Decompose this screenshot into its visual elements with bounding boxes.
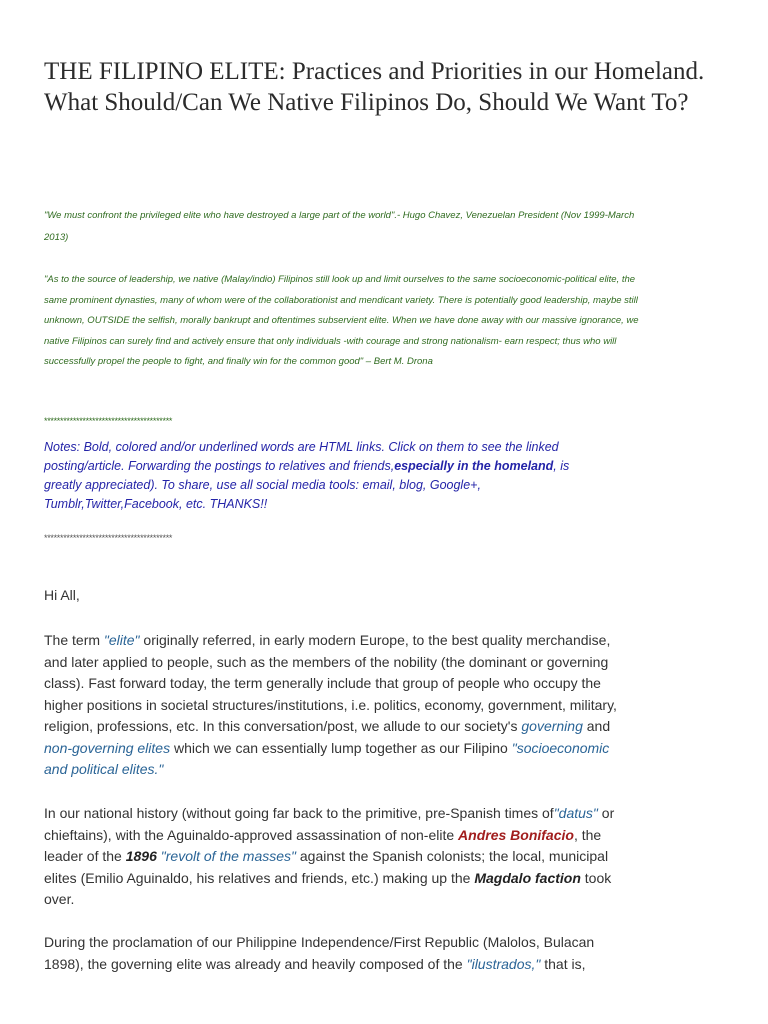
- text: During the proclamation of our Philippine Independence/First Republic (Malolos, Bulacan 1898), the governing elite was already and heavily composed of the: [44, 934, 595, 972]
- notes-text-end: , is greatly appreciated). To share, use all social media tools: email, blog, Google+, Tumblr,Twitter,Facebook, etc. THANKS!!: [44, 459, 570, 511]
- text: that is,: [540, 955, 586, 972]
- text: In our national history (without going far back to the primitive, pre-Spanish times of: [44, 805, 554, 821]
- page-title: THE FILIPINO ELITE: Practices and Priorities in our Homeland. What Should/Can We Native Filipinos Do, Should We Want To?: [44, 58, 705, 116]
- link-governing[interactable]: governing: [521, 718, 583, 734]
- notes-bold-text: especially in the homeland: [394, 459, 554, 473]
- chavez-quote: [44, 205, 644, 249]
- notes-block: [44, 438, 604, 514]
- paragraph-history: [44, 803, 634, 911]
- link-elite[interactable]: "elite": [103, 632, 140, 648]
- link-andres-bonifacio[interactable]: Andres Bonifacio: [458, 826, 574, 843]
- paragraph-proclamation: [44, 932, 634, 975]
- separator-top: ****************************************: [44, 416, 173, 426]
- link-non-governing-elites[interactable]: non-governing elites: [44, 739, 171, 756]
- text: took over.: [44, 869, 612, 907]
- link-socioeconomic-political-elites[interactable]: "socioeconomic and political elites.": [44, 739, 610, 777]
- quote-text: "We must confront the privileged elite who have destroyed a large part of the world".- Hugo Chavez,: [44, 210, 466, 221]
- text: or chieftains), with the Aguinaldo-approved assassination of non-elite: [44, 805, 615, 843]
- drona-quote: "As to the source of leadership, we native (Malay/indio) Filipinos still look up and limit ourselves to the same socioeconomic-political elite, the same prominent dynasties, many of whom were of the collaborationist and mendicant variety. There is potentially good leadership, maybe still unknown, OUTSIDE the selfish, morally bankrupt and oftentimes subservient elite. When we have done away with our massive ignorance, we native Filipinos can surely find and actively ensure that only individuals -with courage and strong nationalism- earn respect; thus who will successfully propel the people to fight, and finally win for the common good" – Bert M. Drona: [44, 274, 639, 367]
- link-ilustrados[interactable]: "ilustrados,": [466, 955, 541, 972]
- magdalo-faction: Magdalo faction: [474, 869, 581, 886]
- text: , the leader of the: [44, 826, 602, 864]
- notes-text: Notes: Bold, colored and/or underlined words are HTML links. Click on them to see the linked posting/article. Forwarding the postings to relatives and friends,: [44, 440, 559, 473]
- link-revolt-of-the-masses[interactable]: "revolt of the masses": [160, 848, 296, 864]
- separator-bottom: ****************************************: [44, 533, 173, 543]
- link-datus[interactable]: "datus": [553, 805, 598, 821]
- year-1896: 1896: [125, 848, 157, 864]
- greeting: Hi All,: [44, 587, 80, 603]
- paragraph-elite-definition: [44, 630, 634, 781]
- text: The term: [44, 632, 104, 648]
- text: originally referred, in early modern Europe, to the best quality merchandise, and later applied to people, such as the members of the nobility (the dominant or governing class). Fast forward today, the term generally include that group of people who occupy the higher positions in societal structures/institutions, i.e. politics, economy, government, military, religion, professions, etc. In this conversation/post, we allude to our society's: [44, 632, 617, 734]
- text: which we can essentially lump together as our Filipino: [170, 739, 512, 756]
- text: against the Spanish colonists; the local, municipal elites (Emilio Aguinaldo, his relatives and friends, etc.) making up the: [44, 848, 609, 886]
- text: and: [582, 718, 611, 734]
- quote-attribution: Venezuelan President (Nov 1999-March 2013): [44, 210, 635, 243]
